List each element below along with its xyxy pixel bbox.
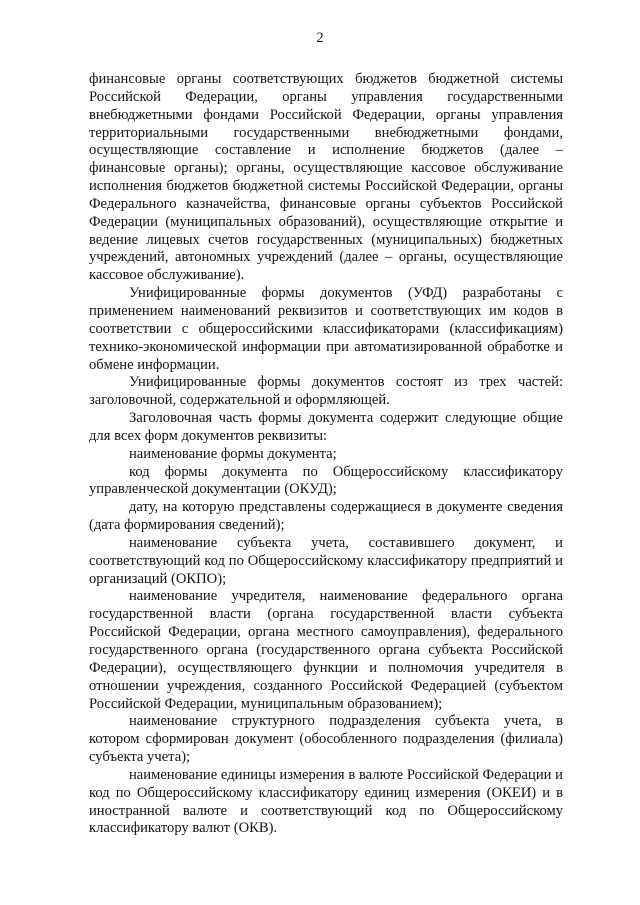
list-item-units-currency: наименование единицы измерения в валюте Российской Федерации и код по Общероссийскому классификатору единиц измерения (ОКЕИ) и в иностранной валюте и соответствующий код по Общероссийскому классификатору валют (ОКВ). <box>89 766 563 837</box>
list-item-form-name: наименование формы документа; <box>129 445 337 462</box>
page-number: 2 <box>316 30 324 46</box>
list-item-date: дату, на которую представлены содержащиеся в документе сведения (дата формирования сведений); <box>89 499 563 534</box>
list-item-okud-code: код формы документа по Общероссийскому классификатору управленческой документации (ОКУД); <box>89 463 563 498</box>
list-item-structural-unit: наименование структурного подразделения субъекта учета, в котором сформирован документ (обособленного подразделения (филиала) субъекта учета); <box>89 713 563 766</box>
paragraph-header-part: Заголовочная часть формы документа содержит следующие общие для всех форм документов реквизиты: <box>89 410 563 444</box>
list-item-okpo-subject: наименование субъекта учета, составившего документ, и соответствующий код по Общероссийскому классификатору предприятий и организаций (ОКПО); <box>89 534 563 587</box>
paragraph-ufd-developed: Унифицированные формы документов (УФД) разработаны с применением наименований реквизитов и соответствующих им кодов в соответствии с общероссийскими классификаторами (классификациям) технико-экономической информации при автоматизированной обработке и обмене информации. <box>89 285 563 373</box>
document-body <box>89 71 563 838</box>
paragraph-financial-bodies: финансовые органы соответствующих бюджетов бюджетной системы Российской Федерации, органы управления государственными внебюджетными фондами Российской Федерации, органы управления территориальными государственными внебюджетными фондами, осуществляющие составление и исполнение бюджетов (далее – финансовые органы); органы, осуществляющие кассовое обслуживание исполнения бюджетов бюджетной системы Российской Федерации, органы Федерального казначейства, финансовые органы субъектов Российской Федерации (муниципальных образований), осуществляющие открытие и ведение лицевых счетов государственных (муниципальных) бюджетных учреждений, автономных учреждений (далее – органы, осуществляющие кассовое обслуживание). <box>89 71 563 284</box>
paragraph-ufd-parts: Унифицированные формы документов состоят из трех частей: заголовочной, содержательной и оформляющей. <box>89 374 563 409</box>
list-item-founder: наименование учредителя, наименование федерального органа государственной власти (органа государственной власти субъекта Российской Федерации, органа местного самоуправления), федерального государственного органа (государственного органа субъекта Российской Федерации), осуществляющего функции и полномочия учредителя в отношении учреждения, созданного Российской Федерацией (субъектом Российской Федерации, муниципальным образованием); <box>89 588 563 712</box>
